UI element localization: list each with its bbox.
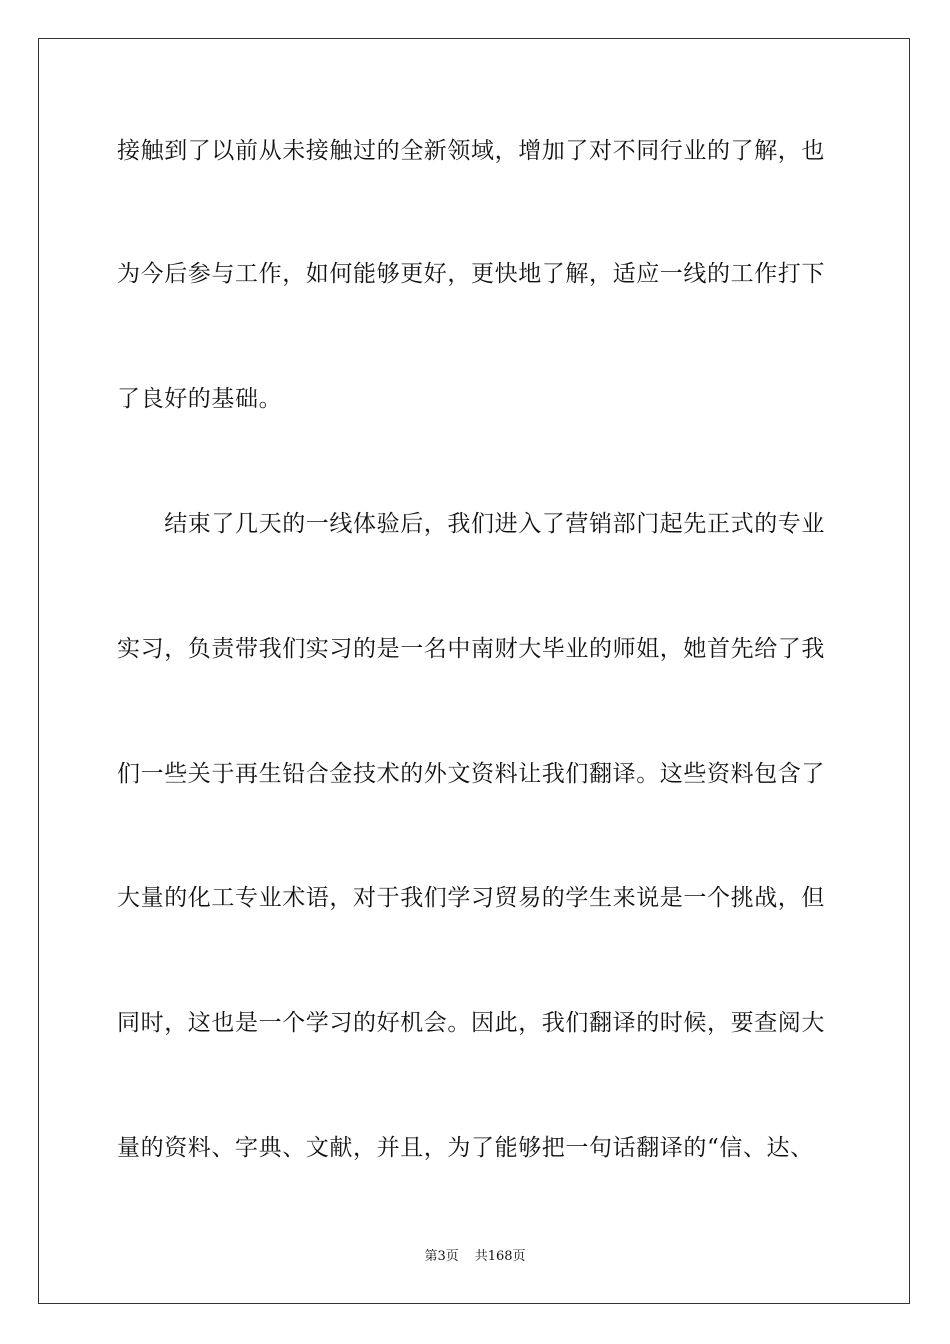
text-line: 实习，负责带我们实习的是一名中南财大毕业的师姐，她首先给了我 xyxy=(117,636,825,662)
paragraph-start-line: 结束了几天的一线体验后，我们进入了营销部门起先正式的专业 xyxy=(117,511,825,537)
page-total: 共168页 xyxy=(474,1249,526,1264)
page-border xyxy=(38,38,910,1304)
text-line: 接触到了以前从未接触过的全新领域，增加了对不同行业的了解，也 xyxy=(117,138,825,164)
text-line: 大量的化工专业术语，对于我们学习贸易的学生来说是一个挑战，但 xyxy=(117,885,825,911)
page-number: 第3页 xyxy=(424,1249,459,1264)
text-line: 了良好的基础。 xyxy=(117,386,283,412)
text-line: 同时，这也是一个学习的好机会。因此，我们翻译的时候，要查阅大 xyxy=(117,1010,825,1036)
text-line: 为今后参与工作，如何能够更好，更快地了解，适应一线的工作打下 xyxy=(117,261,825,287)
text-line: 量的资料、字典、文献，并且，为了能够把一句话翻译的“信、达、 xyxy=(117,1135,814,1161)
page-footer xyxy=(0,1248,950,1266)
text-line: 们一些关于再生铅合金技术的外文资料让我们翻译。这些资料包含了 xyxy=(117,761,825,787)
